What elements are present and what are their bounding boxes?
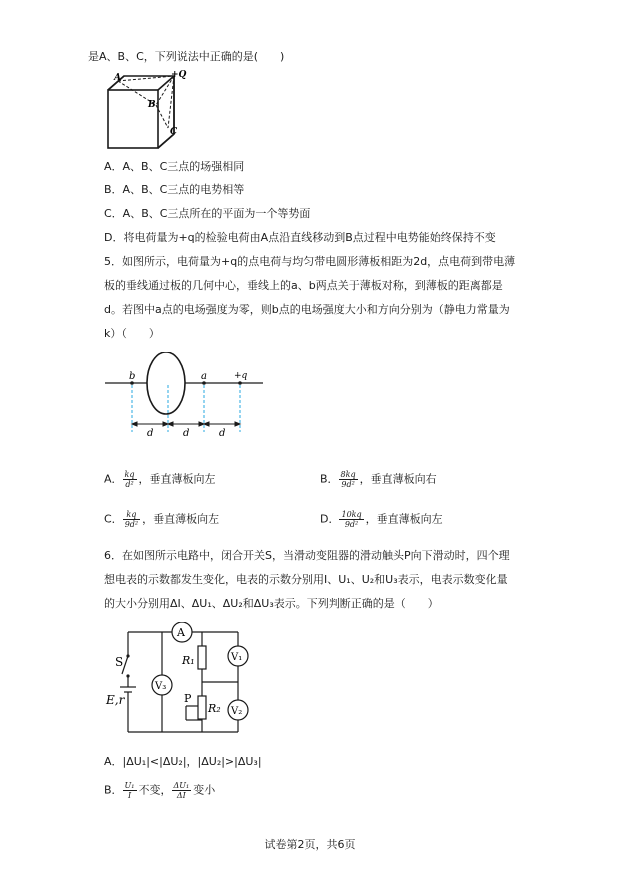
v2-label: V₂ <box>231 706 243 717</box>
cube-label-q: +Q <box>171 70 187 80</box>
q5-stem-line-4: k）（ ） <box>104 327 160 340</box>
label-point-charge: +q <box>234 371 248 381</box>
cube-label-c: C <box>170 127 178 137</box>
q4-stem-end: 是A、B、C，下列说法中正确的是( ) <box>88 50 285 63</box>
q4-option-b: B．A、B、C三点的电势相等 <box>104 183 245 196</box>
q4-option-d: D．将电荷量为+q的检验电荷由A点沿直线移动到B点过程中电势能始终保持不变 <box>104 231 496 244</box>
q5-stem-line-3: d。若图中a点的电场强度为零，则b点的电场强度大小和方向分别为（静电力常量为 <box>104 303 510 316</box>
label-d-3: d <box>219 428 226 439</box>
cube-label-a: A <box>114 73 121 83</box>
v1-label: V₁ <box>231 652 243 663</box>
q4-option-c: C．A、B、C三点所在的平面为一个等势面 <box>104 207 311 220</box>
q4-option-a: A．A、B、C三点的场强相同 <box>104 160 245 173</box>
slider-p-label: P <box>184 692 192 705</box>
circuit-figure <box>100 622 260 742</box>
v3-label: V₃ <box>155 681 167 692</box>
q5-option-c: C． $\frac{kq}{\text{9d²}}$ ，垂直薄板向左 <box>104 510 220 529</box>
label-a: a <box>201 371 207 382</box>
label-d-2: d <box>183 428 190 439</box>
emf-label: E,r <box>106 693 125 707</box>
label-d-1: d <box>147 428 154 439</box>
cube-label-b: B <box>148 100 156 110</box>
q5-option-a: A． $\frac{kq}{\text{d²}}$ ，垂直薄板向左 <box>104 470 216 489</box>
q6-stem-line-3: 的大小分别用ΔI、ΔU₁、ΔU₂和ΔU₃表示。下列判断正确的是（ ） <box>104 597 439 610</box>
q5-stem-line-1: 5．如图所示，电荷量为+q的点电荷与均匀带电圆形薄板相距为2d，点电荷到带电薄 <box>104 255 516 268</box>
ammeter-label: A <box>177 626 185 639</box>
q6-option-b: B． $\frac{\text{U₁}}{I}$ 不变， $\frac{\text{ΔU₁}}{\Delta I}$ 变小 <box>104 781 216 800</box>
q5-stem-line-2: 板的垂线通过板的几何中心，垂线上的a、b两点关于薄板对称，到薄板的距离都是 <box>104 279 503 292</box>
r2-label: R₂ <box>208 702 221 715</box>
q6-stem-line-1: 6．在如图所示电路中，闭合开关S，当滑动变阻器的滑动触头P向下滑动时，四个理 <box>104 549 510 562</box>
q5-option-d: D． $\frac{10kq}{\text{9d²}}$ ，垂直薄板向左 <box>320 510 443 529</box>
page-footer: 试卷第2页，共6页 <box>264 838 356 851</box>
q6-stem-line-2: 想电表的示数都发生变化，电表的示数分别用I、U₁、U₂和U₃表示，电表示数变化量 <box>104 573 508 586</box>
q5-option-b: B． $\frac{8kq}{\text{9d²}}$ ，垂直薄板向右 <box>320 470 437 489</box>
plate-charge-figure <box>100 352 270 442</box>
q6-option-a: A．|ΔU₁|<|ΔU₂|，|ΔU₂|>|ΔU₃| <box>104 755 262 768</box>
r1-label: R₁ <box>182 654 195 667</box>
switch-label: S <box>115 655 124 669</box>
cube-figure <box>100 68 190 152</box>
label-b: b <box>129 371 136 382</box>
